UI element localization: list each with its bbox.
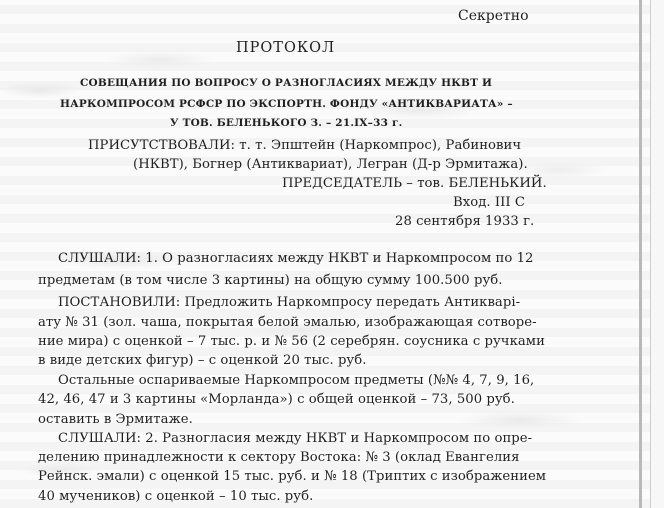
subtitle-line-3: У ТОВ. БЕЛЕНЬКОГО З. – 21.IX–33 г. — [170, 117, 403, 129]
body-line: предметам (в том числе 3 картины) на общую сумму 100.500 руб. — [38, 273, 503, 288]
body-line: ату № 31 (зол. чаша, покрытая белой эмалью, изображающая сотворе- — [38, 315, 537, 330]
chairman-line: ПРЕДСЕДАТЕЛЬ – тов. БЕЛЕНЬКИЙ. — [282, 176, 547, 191]
present-line-2: (НКВТ), Богнер (Антиквариат), Легран (Д-р Эрмитажа). — [133, 157, 528, 172]
present-line-1: ПРИСУТСТВОВАЛИ: т. т. Эпштейн (Наркомпрос), Рабинович — [88, 138, 522, 153]
body-line: делению принадлежности к сектору Востока: № 3 (оклад Евангелия — [38, 450, 520, 465]
document-date: 28 сентября 1933 г. — [395, 214, 535, 229]
subtitle-line-2: НАРКОМПРОСОМ РСФСР ПО ЭКСПОРТН. ФОНДУ «АНТИКВАРИАТА» – — [60, 98, 513, 110]
body-line: 40 мучеников) с оценкой – 10 тыс. руб. — [38, 489, 314, 504]
body-line: ПОСТАНОВИЛИ: Предложить Наркомпросу передать Антикварi- — [58, 295, 521, 310]
classification-mark: Секретно — [458, 8, 529, 24]
body-line: Рейнск. эмали) с оценкой 15 тыс. руб. и № 18 (Триптих с изображением — [38, 469, 547, 484]
body-line: СЛУШАЛИ: 1. О разногласиях между НКВТ и Наркомпросом по 12 — [58, 251, 534, 266]
body-line: оставить в Эрмитаже. — [38, 412, 193, 427]
body-line: в виде детских фигур) – с оценкой 20 тыс. руб. — [38, 353, 367, 368]
body-line: ние мира) с оценкой – 7 тыс. р. и № 56 (2 серебрян. соусника с ручками — [38, 334, 545, 349]
body-line: Остальные оспариваемые Наркомпросом предметы (№№ 4, 7, 9, 16, — [58, 373, 535, 388]
subtitle-line-1: СОВЕЩАНИЯ ПО ВОПРОСУ О РАЗНОГЛАСИЯХ МЕЖДУ НКВТ И — [80, 77, 493, 89]
body-line: 42, 46, 47 и 3 картины «Морланда») с общей оценкой – 73, 500 руб. — [38, 392, 515, 407]
body-line: СЛУШАЛИ: 2. Разногласия между НКВТ и Наркомпросом по опре- — [58, 431, 533, 446]
document-title: ПРОТОКОЛ — [236, 40, 336, 56]
page-edge-shadow — [639, 0, 642, 508]
incoming-number: Вход. III С — [453, 195, 526, 210]
cut-off-line-fragment — [0, 500, 640, 508]
vertical-scrollbar[interactable] — [650, 0, 664, 508]
